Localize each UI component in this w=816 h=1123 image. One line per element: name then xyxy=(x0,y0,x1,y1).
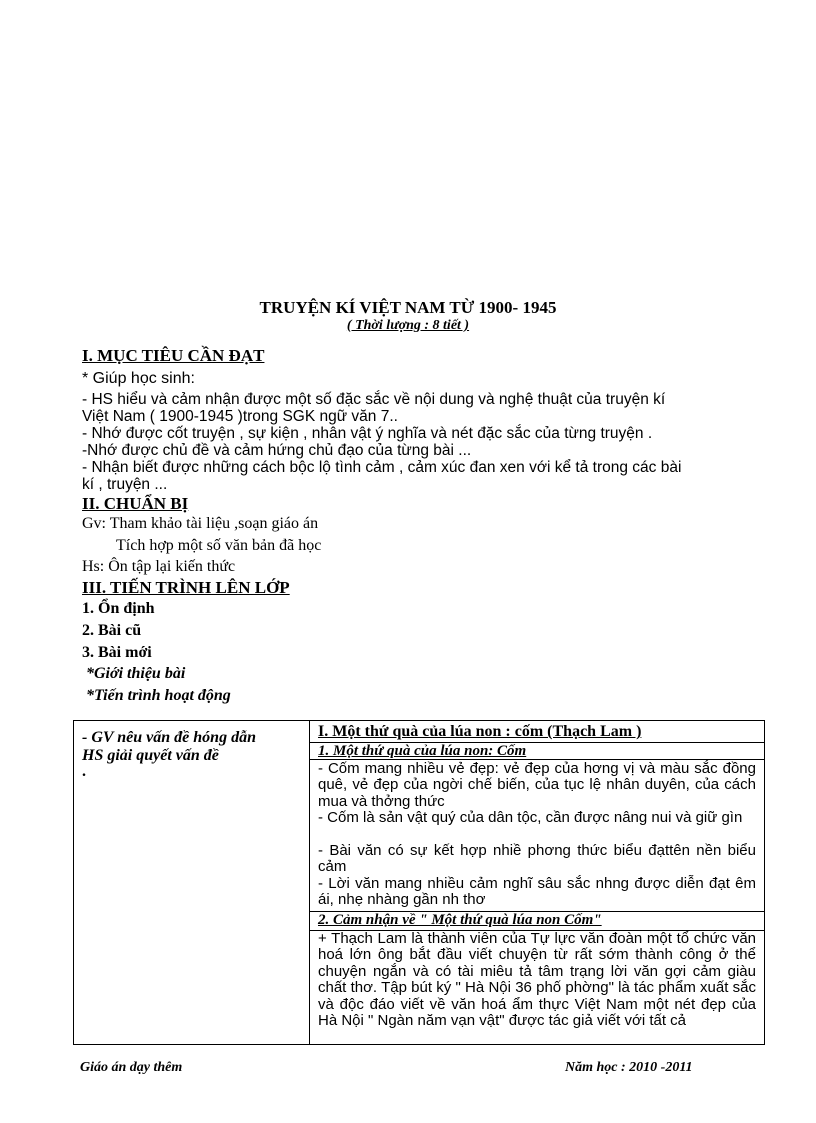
content-paragraph: - Cốm mang nhiều vẻ đẹp: vẻ đẹp của hơng vị và màu sắc đồng quê, vẻ đẹp của ngời chế biến, của tục lệ nhân duyên, của cách mua và thởng thức xyxy=(318,760,756,810)
footer-left: Giáo án dạy thêm xyxy=(80,1060,183,1075)
document-subtitle: ( Thời lượng : 8 tiết ) xyxy=(346,318,470,333)
step-item: 1. Ổn định xyxy=(82,600,155,617)
content-paragraph: + Thạch Lam là thành viên của Tự lực văn đoàn một tổ chức văn hoá lớn ông bắt đầu viết chuyện từ rất sớm thành công ở thể chuyện ngắn và có tài miêu tả tâm trạng lời văn gợi cảm giàu chất thơ. Tập bút ký " Hà Nội 36 phố phờng" là tác phẩm xuất sắc và độc đáo viết về văn hoá ẩm thực Việt Nam một nét đẹp của Hà Nội " Ngàn năm vạn vật" được tác giả viết với tất cả xyxy=(318,930,756,1030)
lesson-table xyxy=(73,720,765,1045)
section1-heading: I. MỤC TIÊU CẦN ĐẠT xyxy=(82,346,265,365)
activity-column xyxy=(74,721,310,1044)
section1-line: - Nhớ được cốt truyện , sự kiện , nhân vật ý nghĩa và nét đặc sắc của từng truyện . xyxy=(82,425,653,442)
section1-intro: * Giúp học sinh: xyxy=(82,370,195,387)
prep-teacher-line: Tích hợp một số văn bản đã học xyxy=(116,537,322,554)
section1-line: Việt Nam ( 1900-1945 )trong SGK ngữ văn 7.. xyxy=(82,408,398,425)
lesson-intro: *Giới thiệu bài xyxy=(86,665,186,682)
footer-right: Năm học : 2010 -2011 xyxy=(565,1060,693,1075)
document-title: TRUYỆN KÍ VIỆT NAM TỪ 1900- 1945 xyxy=(259,298,557,317)
activity-text: . xyxy=(82,763,86,780)
section1-line: - HS hiểu và cảm nhận được một số đặc sắc về nội dung và nghệ thuật của truyện kí xyxy=(82,391,666,408)
step-item: 2. Bài cũ xyxy=(82,622,142,639)
content-subheading: 2. Cảm nhận về " Một thứ quà lúa non Cốm" xyxy=(318,912,602,928)
content-heading: I. Một thứ quà của lúa non : cốm (Thạch Lam ) xyxy=(318,723,642,740)
lesson-process: *Tiến trình hoạt động xyxy=(86,687,231,704)
section2-heading: II. CHUẨN BỊ xyxy=(82,494,189,513)
content-paragraph: - Bài văn có sự kết hợp nhiề phơng thức biểu đạttên nền biểu cảm xyxy=(318,842,756,876)
section1-line: - Nhận biết được những cách bộc lộ tình cảm , cảm xúc đan xen với kể tả trong các bài xyxy=(82,459,682,476)
content-paragraph: - Cốm là sản vật quý của dân tộc, cần được nâng nui và giữ gìn xyxy=(318,809,743,826)
step-item: 3. Bài mới xyxy=(82,644,152,661)
activity-text: HS giải quyết vấn đề xyxy=(82,747,219,764)
content-subheading: 1. Một thứ quà của lúa non: Cốm xyxy=(318,743,527,759)
section1-line: kí , truyện ... xyxy=(82,476,168,493)
content-column xyxy=(310,721,764,1044)
prep-student-line: Hs: Ôn tập lại kiến thức xyxy=(82,558,236,575)
section1-line: -Nhớ được chủ đề và cảm hứng chủ đạo của từng bài ... xyxy=(82,442,472,459)
content-paragraph: - Lời văn mang nhiều cảm nghĩ sâu sắc nhng được diễn đạt êm ái, nhẹ nhàng gần nh thơ xyxy=(318,875,756,909)
prep-teacher-line: Gv: Tham khảo tài liệu ,soạn giáo án xyxy=(82,515,319,532)
activity-text: - GV nêu vấn đề hóng dẫn xyxy=(82,729,256,746)
section3-heading: III. TIẾN TRÌNH LÊN LỚP xyxy=(82,578,290,597)
